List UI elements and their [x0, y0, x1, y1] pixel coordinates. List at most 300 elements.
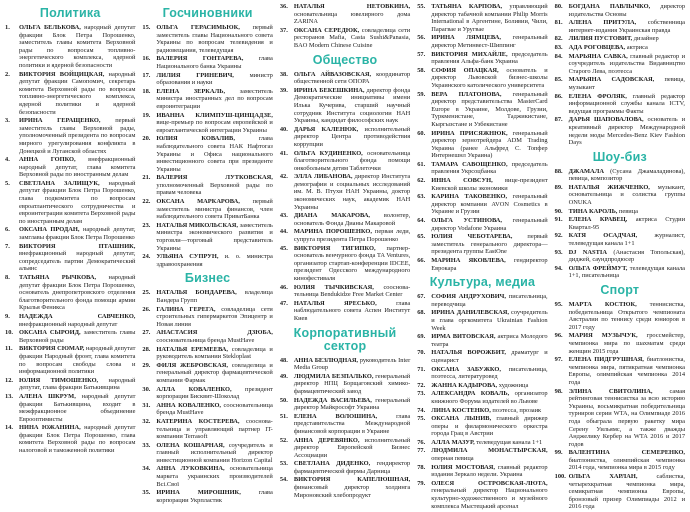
item-rank-number: 2.: [5, 70, 10, 78]
item-rank-number: 65.: [417, 233, 426, 241]
person-description: народный депутат фракции Блок Петра Порошенко, глава подкомитета по вопросам евроатлантического сотрудничества и евроинтеграции комитета Верховной рады по иностранным делам: [19, 179, 136, 225]
section-header: Спорт: [600, 283, 640, 297]
item-text: [431, 91, 547, 129]
person-name: СВЕТЛАНА ЗАЛИЩУК,: [19, 179, 100, 187]
list-item: [280, 284, 410, 299]
item-rank-number: 74.: [417, 406, 426, 414]
list-item: [5, 24, 135, 70]
item-rank-number: 37.: [279, 26, 288, 34]
item-text: [156, 135, 272, 173]
person-description: внефракционный народный депутат: [19, 320, 118, 328]
person-name: НАТАЛЬЯ БОНДАРЕВА,: [156, 289, 237, 297]
item-rank-number: 38.: [279, 70, 288, 78]
item-text: [431, 130, 547, 160]
item-text: [19, 243, 135, 273]
item-rank-number: 63.: [417, 193, 426, 201]
list-item: [555, 249, 685, 264]
person-name: ИРИНА ЛЯМЦЕВА,: [431, 34, 502, 42]
item-rank-number: 14.: [5, 424, 13, 432]
item-rank-number: 48.: [279, 356, 288, 364]
person-name: ДИАНА МАКАРОВА,: [293, 212, 371, 220]
item-rank-number: 31.: [142, 401, 151, 409]
person-description: народный депутат фракции Блок Петра Порошенко, глава комитета Верховной рады по вопросам налоговой и таможенной политики: [19, 424, 136, 455]
item-text: [19, 393, 135, 423]
item-text: [569, 3, 685, 18]
item-text: [569, 249, 685, 264]
item-text: [569, 19, 685, 34]
item-text: [294, 413, 410, 436]
list-item: [417, 91, 547, 129]
item-rank-number: 100.: [554, 473, 566, 481]
item-text: [156, 418, 272, 441]
person-description: оперная певица: [431, 455, 474, 463]
person-name: ЕЛЕНА ВОЛОШИНА,: [293, 412, 378, 420]
item-rank-number: 32.: [142, 417, 151, 425]
person-description: основательница ювелирного дома ZARINA: [293, 10, 411, 26]
item-text: [294, 27, 410, 50]
list-item: [280, 357, 410, 372]
person-name: АЛЕНА ШКРУМ,: [19, 392, 76, 400]
person-name: ОЛЬГА ГЕРАСИМЬЮК,: [156, 24, 240, 31]
person-description: народный депутат, глава фракции Батькивщина: [19, 376, 136, 392]
person-description: президент корпорации Бисквит-Шоколад: [156, 385, 273, 401]
list-item: [142, 88, 272, 111]
list-item: [417, 464, 547, 479]
item-text: [294, 476, 410, 499]
person-name: СВЕТЛАНА ДИДЕНКО,: [293, 460, 371, 468]
list-item: [5, 393, 135, 423]
list-item: [555, 116, 685, 146]
item-rank-number: 75.: [417, 415, 426, 423]
person-description: соосновательница бренда MustHave: [156, 401, 273, 417]
person-name: АНАСТАСИЯ ДЗЮБА,: [156, 329, 273, 337]
item-text: [294, 284, 410, 299]
person-description: совладелица сети ресторанов Mafia, Casta Sushi&Panasia, BAO Modern Chinese Cuisine: [293, 26, 411, 49]
column-3: [280, 3, 410, 512]
person-name: НАДЕЖДА ВАСИЛЬЕВА,: [293, 396, 372, 404]
person-description: директор издательства Основы: [568, 3, 686, 18]
person-description: генеральный директор компании AVON Cosmetics в Украине и Грузии: [431, 193, 548, 216]
list-item: [5, 329, 135, 344]
item-rank-number: 6.: [5, 226, 10, 234]
item-text: [431, 3, 547, 33]
list-item: [5, 345, 135, 375]
item-rank-number: 44.: [279, 228, 288, 236]
item-text: [431, 193, 547, 216]
list-item: [280, 300, 410, 323]
item-text: [431, 233, 547, 256]
item-text: [156, 253, 272, 268]
person-name: АННА ЛУКОВКИНА,: [156, 465, 225, 473]
list-item: [280, 437, 410, 460]
column-2: [142, 3, 272, 512]
item-rank-number: 87.: [554, 116, 563, 124]
item-rank-number: 59.: [417, 90, 426, 98]
person-name: АННА ГОПКО,: [19, 156, 76, 164]
list-item: [5, 243, 135, 273]
person-description: генеральный директор НПЦ Борщаговский химико-фармацевтический завод: [293, 372, 411, 395]
item-rank-number: 55.: [417, 3, 426, 10]
person-name: ОЛЬГА КУДИНЕНКО,: [293, 149, 363, 157]
list-item: [142, 386, 272, 401]
item-text: [569, 53, 685, 76]
person-description: теннисистка, победительница Открытого чемпионата Австралии по теннису среди юниоров в 2017 году: [568, 301, 686, 331]
item-rank-number: 18.: [142, 87, 151, 95]
section-header: Бизнес: [184, 271, 231, 286]
item-rank-number: 43.: [279, 212, 288, 220]
person-description: генеральный директор зернотрейдера ADM Trading Украина (ранее Альфред С. Топфер Интернешнл Украина): [431, 129, 548, 160]
item-text: [569, 301, 685, 331]
person-name: ВЕРА ПЛАТОНОВА,: [431, 90, 502, 98]
item-text: [156, 329, 272, 344]
item-text: [569, 232, 685, 247]
item-text: [569, 35, 685, 43]
item-rank-number: 52.: [279, 436, 288, 444]
person-description: председатель правления Альфа-банк Украина: [431, 50, 548, 66]
list-item: [280, 126, 410, 149]
list-item: [555, 44, 685, 52]
item-text: [156, 489, 272, 504]
person-name: АЛЕКСАНДРА КОВАЛЬ,: [431, 390, 510, 398]
item-text: [569, 388, 685, 449]
item-text: [156, 362, 272, 385]
person-name: КАТЯ ОСАДЧАЯ,: [568, 232, 638, 240]
person-name: ИРМА ВИТОВСКАЯ,: [431, 333, 496, 341]
item-rank-number: 54.: [279, 476, 288, 484]
list-item: [280, 150, 410, 173]
list-item: [5, 377, 135, 392]
person-name: НАТАЛЬЯ ЕРЕМЕЕВА,: [156, 345, 229, 353]
item-rank-number: 8.: [5, 274, 10, 281]
person-name: ЛИЛИЯ ГРИНЕВИЧ,: [156, 71, 234, 79]
person-description: соосновательница бренда MustHave: [156, 336, 255, 344]
person-name: СОФИЯ АНДРУХОВИЧ,: [431, 293, 506, 301]
item-rank-number: 98.: [554, 387, 563, 395]
item-rank-number: 42.: [279, 173, 288, 181]
item-rank-number: 51.: [279, 412, 288, 420]
list-item: [417, 161, 547, 176]
item-rank-number: 10.: [5, 329, 13, 337]
person-name: ЕЛЕНА ФРОЛЯК,: [568, 92, 627, 100]
item-text: [156, 198, 272, 221]
item-rank-number: 27.: [142, 329, 151, 337]
item-text: [19, 117, 135, 155]
list-item: [417, 349, 547, 364]
item-rank-number: 91.: [554, 216, 563, 224]
list-item: [280, 27, 410, 50]
person-description: народный депутат фракции Батькивщина, входит в межфракционное объединение Еврооптимисты: [19, 392, 136, 423]
person-name: ОЛЬГА ХАРЛАН,: [568, 473, 638, 481]
person-name: ВИКТОРИЯ ТИГИПКО,: [293, 244, 376, 252]
person-description: заместитель министра экономического развития и торговли—торговый представитель Украины: [156, 221, 273, 252]
item-text: [431, 257, 547, 272]
list-item: [280, 460, 410, 475]
person-name: ЕЛЕНА ЗЕРКАЛЬ,: [156, 87, 226, 95]
person-name: АДА РОГОВЦЕВА,: [568, 43, 626, 51]
list-item: [280, 413, 410, 436]
person-name: ИРИНА ГЕРАЩЕНКО,: [19, 117, 101, 125]
person-description: финансовый директор холдинга Мироновский хлебопродукт: [293, 484, 411, 499]
person-description: первый заместитель генерального директора—президента группы EastOne: [431, 233, 548, 256]
item-text: [19, 180, 135, 226]
list-item: [555, 388, 685, 449]
column-1: [5, 3, 135, 512]
person-name: ИРИНА МИРОШНИК,: [156, 489, 241, 497]
person-description: музыкант, основательница и солистка группы ONUKA: [568, 183, 686, 207]
item-rank-number: 3.: [5, 117, 10, 125]
list-item: [280, 228, 410, 243]
person-name: ЛИНА КОСТЕНКО,: [431, 406, 491, 414]
list-item: [555, 19, 685, 34]
person-name: ВАЛЕРИЯ ГОНТАРЕВА,: [156, 55, 244, 63]
person-description: генеральный директор Vodafone Украина: [431, 217, 548, 232]
item-text: [569, 473, 685, 511]
item-rank-number: 15.: [142, 24, 151, 31]
item-rank-number: 9.: [5, 312, 10, 320]
person-name: ЛЮДМИЛА БЕЗПАЛЬКО,: [293, 372, 374, 380]
list-item: [417, 415, 547, 438]
list-item: [142, 329, 272, 344]
person-description: внефракционный народный депутат, сопредседатель партии Демократический альянс: [19, 250, 136, 273]
person-name: КАРИНА ТАКОВЕНКО,: [431, 193, 508, 201]
person-description: дизайнер: [632, 35, 659, 43]
person-name: АННА ДЕРЕВЯНКО,: [293, 436, 360, 444]
item-rank-number: 61.: [417, 160, 426, 168]
list-item: [5, 180, 135, 226]
person-description: генеральный директор представительства MasterCard Europe в Украине, Молдове, Грузии, Туркменистане, Таджикистане, Кыргызстане и Узбекистане: [431, 90, 548, 128]
item-rank-number: 29.: [142, 361, 151, 369]
person-description: телеведущая канала 1+1: [474, 438, 543, 446]
person-name: ТАТЬЯНА РЫЧКОВА,: [19, 274, 97, 281]
person-description: главный редактор и соучредитель издательства Видавництво Старого Лева, поэтесса: [568, 52, 686, 75]
item-text: [294, 126, 410, 149]
item-rank-number: 33.: [142, 441, 151, 449]
person-name: НАДЕЖДА САВЧЕНКО,: [19, 312, 136, 320]
list-item: [142, 402, 272, 417]
item-text: [156, 346, 272, 361]
person-name: ЛЮДМИЛА МОНАСТЫРСКАЯ,: [431, 447, 548, 455]
list-item: [142, 418, 272, 441]
item-rank-number: 23.: [142, 221, 151, 229]
list-item: [555, 35, 685, 43]
list-item: [417, 3, 547, 33]
list-item: [5, 71, 135, 117]
item-rank-number: 94.: [554, 264, 563, 272]
item-rank-number: 58.: [417, 66, 426, 74]
item-text: [156, 289, 272, 304]
item-text: [569, 265, 685, 280]
person-description: внефракционный народный депутат, глава комитета Верховной рады по иностранным делам: [19, 156, 136, 179]
list-item: [555, 53, 685, 76]
person-name: ЮЛИЯ ТЫЧКИВСКАЯ,: [293, 283, 374, 291]
list-item: [142, 346, 272, 361]
list-item: [555, 265, 685, 280]
person-description: народный депутат фракции Блок Петра Порошенко, основатель днепропетровского отделения благотворительного фонда помощи армии Крылья Феникса: [19, 274, 136, 312]
list-item: [417, 366, 547, 381]
person-name: НАТАЛЬЯ ЖИЖЧЕНКО,: [568, 183, 650, 191]
person-description: исполнительный директор Центра противодействия коррупции: [293, 125, 411, 148]
person-description: совладелица сети строительных гипермаркетов Эпицентр и Новая линия: [156, 305, 273, 328]
item-rank-number: 97.: [554, 356, 563, 364]
person-name: ЮЛИЯ ТИМОШЕНКО,: [19, 376, 99, 384]
item-text: [431, 333, 547, 348]
item-rank-number: 67.: [417, 293, 426, 301]
person-name: АННА КОВАЛЕНКО,: [156, 401, 222, 409]
person-name: ОЛЬГА ФРЕЙМУТ,: [568, 264, 628, 272]
person-description: певица: [617, 207, 638, 215]
item-text: [19, 313, 135, 328]
person-description: актриса: [625, 43, 648, 51]
person-name: ОЛЬГА АЙВАЗОВСКАЯ,: [293, 70, 372, 78]
person-name: АЛЕНА ПРИТУЛА,: [568, 19, 637, 27]
list-item: [142, 24, 272, 54]
item-rank-number: 34.: [142, 465, 151, 473]
person-description: владелица Вандера Групп: [156, 289, 273, 304]
item-rank-number: 66.: [417, 257, 426, 264]
item-text: [294, 300, 410, 323]
list-item: [417, 333, 547, 348]
item-text: [569, 332, 685, 355]
item-rank-number: 19.: [142, 111, 151, 119]
item-text: [19, 156, 135, 179]
item-rank-number: 53.: [279, 460, 288, 468]
item-rank-number: 92.: [554, 232, 563, 240]
item-text: [431, 349, 547, 364]
list-item: [142, 306, 272, 329]
item-text: [569, 356, 685, 386]
person-name: МАРЬЯНА САДОВСКАЯ,: [568, 76, 655, 84]
item-text: [431, 447, 547, 462]
person-description: писательница, переводчица: [431, 293, 548, 308]
person-description: народный депутат фракции Народный фронт, глава комитета по вопросам свободы слова и информационной политики: [19, 345, 136, 376]
person-name: ВИКТОРИЯ МИХАЙЛЕ,: [431, 50, 508, 58]
item-rank-number: 85.: [554, 76, 563, 84]
person-description: организатор книжного Форума издателей во Львове: [431, 390, 548, 405]
item-text: [294, 150, 410, 173]
item-rank-number: 22.: [142, 198, 151, 206]
person-name: НАТАЛЬЯ ЯРЕСЬКО,: [293, 299, 377, 307]
person-description: поэтесса, прозаик: [490, 406, 542, 414]
person-name: КАТЕРИНА КОСТЕРЕВА,: [156, 417, 240, 425]
section-header: Госчиновники: [162, 6, 253, 20]
person-description: соучредитель и глава оргкомитета Ukrainian Fashion Week: [431, 309, 548, 332]
person-description: собственница интернет-издания Украинская правда: [568, 19, 686, 34]
person-description: основательница благотворительного фонда помощи онкобольным детям Таблеточки: [293, 149, 411, 172]
list-item: [142, 362, 272, 385]
item-text: [294, 173, 410, 211]
list-item: [555, 473, 685, 511]
item-rank-number: 71.: [417, 365, 426, 373]
person-description: основатель и креативный директор Международной недели моды Mercedes-Benz Kiev Fashion Days: [568, 116, 686, 147]
item-rank-number: 99.: [554, 449, 563, 457]
list-item: [280, 397, 410, 412]
person-description: актриса Молодого театра: [431, 333, 548, 348]
person-description: вице-премьер по вопросам европейской и евроатлантической интеграции Украины: [156, 119, 273, 134]
person-name: ОЛЕНА КОШАРНАЯ,: [156, 441, 225, 449]
person-description: гендиректор фармацевтической фирмы Дарница: [293, 460, 411, 475]
item-text: [156, 174, 272, 197]
person-description: глава наблюдательного совета Аспен Институт Киев: [293, 299, 411, 322]
item-text: [294, 357, 410, 372]
person-description: актриса Студии Квартал-95: [568, 216, 686, 231]
person-name: СОФИЯ ОПАЦКАЯ,: [431, 66, 499, 74]
item-rank-number: 95.: [554, 301, 563, 308]
person-description: председатель правления Укрсоцбанка: [431, 160, 548, 176]
person-name: ВИКТОРИЯ СЮМАР,: [19, 345, 85, 353]
item-rank-number: 96.: [554, 332, 563, 340]
person-name: НАТАЛЬЯ НЕТОВКИНА,: [293, 3, 411, 10]
item-rank-number: 68.: [417, 309, 426, 317]
person-description: совладелица и генеральный директор фармацевтической компании Фармак: [156, 361, 273, 384]
list-item: [555, 3, 685, 18]
person-name: ФИЛЯ ЖЕБРОВСКАЯ,: [156, 361, 228, 369]
person-name: ИРИНА ДАНИЛЕВСКАЯ,: [431, 309, 510, 317]
item-rank-number: 77.: [417, 447, 426, 455]
person-name: МАРЬЯНА САВКА,: [568, 52, 628, 60]
list-item: [5, 274, 135, 312]
list-item: [280, 3, 410, 26]
person-description: народный депутат, замглавы фракции Блок Петра Порошенко: [19, 226, 136, 242]
list-item: [555, 301, 685, 331]
item-rank-number: 40.: [279, 125, 288, 133]
list-item: [417, 257, 547, 272]
item-rank-number: 49.: [279, 372, 288, 380]
item-text: [431, 415, 547, 438]
person-name: МАРИЯ МУЗЫЧУК,: [568, 332, 638, 340]
person-description: писательница, поэтесса, литературовед: [431, 365, 548, 381]
item-rank-number: 70.: [417, 349, 426, 357]
item-rank-number: 80.: [554, 3, 563, 10]
person-description: волонтер, основатель Фонда Дианы Макаровой: [293, 212, 411, 227]
person-name: ВИКТОРИЯ ПТАШНИК,: [19, 242, 136, 250]
person-description: главный дирижер оперы и филармонического оркестра города Грац в Австрии: [431, 415, 548, 438]
item-rank-number: 7.: [5, 242, 10, 250]
person-name: ЕЛЕНА КРАВЕЦ,: [568, 216, 628, 224]
person-description: исполнительный директор Европейской Бизнес Ассоциации: [293, 436, 411, 459]
person-description: глава наблюдательного совета НАК Нафтогаз Украины и Офиса национального инвестиционного совета при президенте Украины: [156, 135, 273, 173]
item-rank-number: 13.: [5, 392, 13, 400]
section-header: Общество: [312, 52, 378, 67]
item-text: [156, 24, 272, 54]
list-item: [417, 233, 547, 256]
person-description: глава представительства Международной финансовой корпорации в Украине: [293, 412, 411, 435]
item-rank-number: 35.: [142, 489, 151, 497]
item-text: [569, 116, 685, 146]
list-item: [280, 476, 410, 499]
item-text: [19, 71, 135, 117]
item-text: [294, 460, 410, 475]
person-name: DJ NASTIA: [568, 248, 607, 256]
column-5: [555, 3, 685, 512]
person-description: народный депутат фракции Блок Петра Порошенко, заместитель главы комитета Верховной рады по вопросам топливно-энергетического комплекса, ядерной политики и ядерной безопасности: [19, 24, 136, 69]
person-name: ЕЛЕНА ПИДГРУШНАЯ,: [568, 356, 644, 364]
list-item: [280, 373, 410, 396]
item-text: [156, 112, 272, 135]
person-name: ОЛЬГА УСТИНОВА,: [431, 217, 503, 225]
item-rank-number: 83.: [554, 43, 563, 51]
person-description: соосновательница Bendukidze Free Market Center: [293, 283, 411, 299]
person-description: певица, музыкант: [568, 76, 686, 91]
list-item: [417, 34, 547, 49]
person-name: ДАРЬЯ ШАПОВАЛОВА,: [568, 116, 644, 124]
list-item: [555, 449, 685, 472]
person-name: ОКСАНА МАРКАРОВА,: [156, 198, 240, 206]
person-name: АЛЛА МАЗУР,: [431, 438, 475, 446]
person-name: ДАРЬЯ КАЛЕНЮК,: [293, 125, 359, 133]
item-text: [19, 424, 135, 454]
list-item: [5, 313, 135, 328]
person-name: ОКСАНА СЕРЕДЮК,: [293, 26, 360, 34]
